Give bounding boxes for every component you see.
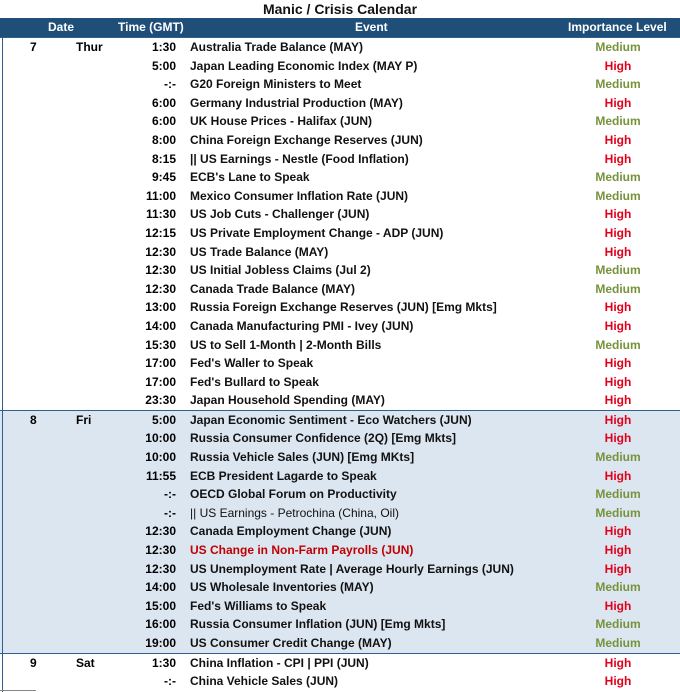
row-importance: High <box>604 468 632 483</box>
table-row <box>0 504 680 523</box>
row-event: G20 Foreign Ministers to Meet <box>190 77 362 92</box>
row-event: Canada Employment Change (JUN) <box>190 524 392 539</box>
row-importance: Medium <box>595 263 641 278</box>
row-day: Thur <box>76 40 103 54</box>
row-importance: Medium <box>595 337 641 352</box>
header-date: Date <box>48 20 75 34</box>
row-event: Fed's Williams to Speak <box>190 598 327 613</box>
row-event: Canada Trade Balance (MAY) <box>190 281 355 296</box>
row-event: Japan Economic Sentiment - Eco Watchers (JUN) <box>190 412 472 427</box>
row-event: US Private Employment Change - ADP (JUN) <box>190 225 444 240</box>
calendar-rows <box>0 37 680 691</box>
row-time: 10:00 <box>145 431 176 446</box>
row-event: Japan Leading Economic Index (MAY P) <box>190 58 418 73</box>
table-header <box>0 18 680 37</box>
row-importance: High <box>604 655 632 670</box>
row-event: Russia Foreign Exchange Reserves (JUN) [Emg Mkts] <box>190 300 497 315</box>
table-row <box>0 243 680 262</box>
row-importance: High <box>604 318 632 333</box>
row-time: 23:30 <box>145 393 176 408</box>
table-row <box>0 391 680 410</box>
row-importance: High <box>604 207 632 222</box>
table-row <box>0 411 680 430</box>
table-row <box>0 654 680 673</box>
row-event: OECD Global Forum on Productivity <box>190 487 397 502</box>
left-border <box>2 37 3 692</box>
table-row <box>0 597 680 616</box>
row-event: Canada Manufacturing PMI - Ivey (JUN) <box>190 318 414 333</box>
table-row <box>0 94 680 113</box>
table-row <box>0 261 680 280</box>
row-importance: Medium <box>595 114 641 129</box>
header-time: Time (GMT) <box>118 20 184 34</box>
row-event: ECB President Lagarde to Speak <box>190 468 377 483</box>
table-row <box>0 485 680 504</box>
row-importance: High <box>604 524 632 539</box>
row-importance: Medium <box>595 281 641 296</box>
row-time: 12:15 <box>145 225 176 240</box>
row-importance: Medium <box>595 617 641 632</box>
row-event: US Consumer Credit Change (MAY) <box>190 636 392 650</box>
row-importance: High <box>604 244 632 259</box>
table-row <box>0 280 680 299</box>
row-event: || US Earnings - Petrochina (China, Oil) <box>190 505 399 520</box>
table-row <box>0 224 680 243</box>
row-time: 5:00 <box>151 58 176 73</box>
row-event: Fed's Bullard to Speak <box>190 374 319 389</box>
row-importance: High <box>604 132 632 147</box>
day-block <box>0 37 680 410</box>
row-event: US to Sell 1-Month | 2-Month Bills <box>190 337 382 352</box>
day-block <box>0 653 680 691</box>
row-time: 19:00 <box>145 636 176 650</box>
row-event: UK House Prices - Halifax (JUN) <box>190 114 373 129</box>
row-importance: Medium <box>595 170 641 185</box>
row-time: 13:00 <box>145 300 176 315</box>
row-event: US Trade Balance (MAY) <box>190 244 329 259</box>
row-importance: Medium <box>595 636 641 650</box>
row-time: 15:30 <box>145 337 176 352</box>
table-row <box>0 467 680 486</box>
table-row <box>0 578 680 597</box>
row-importance: Medium <box>595 40 641 54</box>
row-time: -:- <box>164 487 176 502</box>
row-time: 1:30 <box>151 655 176 670</box>
table-row <box>0 448 680 467</box>
row-importance: Medium <box>595 188 641 203</box>
row-time: -:- <box>164 77 176 92</box>
table-row <box>0 57 680 76</box>
table-row <box>0 541 680 560</box>
row-importance: High <box>604 543 632 558</box>
table-row <box>0 615 680 634</box>
row-importance: Medium <box>595 77 641 92</box>
row-event: China Vehicle Sales (JUN) <box>190 674 339 689</box>
row-importance: High <box>604 95 632 110</box>
row-importance: High <box>604 58 632 73</box>
row-event: Australia Trade Balance (MAY) <box>190 40 363 54</box>
row-event: Russia Consumer Inflation (JUN) [Emg Mkts] <box>190 617 446 632</box>
row-time: 11:55 <box>145 468 176 483</box>
header-importance: Importance Level <box>568 20 667 34</box>
row-time: 15:00 <box>145 598 176 613</box>
row-event: Fed's Waller to Speak <box>190 356 314 371</box>
row-time: 11:00 <box>145 188 176 203</box>
row-time: 14:00 <box>145 318 176 333</box>
row-time: 6:00 <box>151 114 176 129</box>
table-row <box>0 560 680 579</box>
row-time: 16:00 <box>145 617 176 632</box>
row-day: Sat <box>76 655 95 670</box>
row-time: 14:00 <box>145 580 176 595</box>
row-importance: High <box>604 431 632 446</box>
row-time: 17:00 <box>145 356 176 371</box>
row-time: -:- <box>164 505 176 520</box>
table-row <box>0 75 680 94</box>
row-importance: High <box>604 393 632 408</box>
row-time: 5:00 <box>151 412 176 427</box>
row-importance: High <box>604 598 632 613</box>
row-time: 12:30 <box>145 244 176 259</box>
row-time: 12:30 <box>145 561 176 576</box>
table-row <box>0 168 680 187</box>
table-row <box>0 317 680 336</box>
row-importance: High <box>604 374 632 389</box>
table-row <box>0 336 680 355</box>
row-date: 7 <box>30 40 37 54</box>
row-time: 10:00 <box>145 450 176 465</box>
table-row <box>0 187 680 206</box>
row-time: 17:00 <box>145 374 176 389</box>
row-importance: High <box>604 561 632 576</box>
table-row <box>0 150 680 169</box>
table-row <box>0 634 680 653</box>
row-time: 8:00 <box>151 132 176 147</box>
row-importance: Medium <box>595 487 641 502</box>
table-row <box>0 522 680 541</box>
row-event: China Foreign Exchange Reserves (JUN) <box>190 132 423 147</box>
row-date: 8 <box>30 412 37 427</box>
table-row <box>0 429 680 448</box>
row-importance: Medium <box>595 450 641 465</box>
row-time: 8:15 <box>151 151 176 166</box>
row-importance: High <box>604 412 632 427</box>
row-event: US Job Cuts - Challenger (JUN) <box>190 207 370 222</box>
row-event: US Unemployment Rate | Average Hourly Earnings (JUN) <box>190 561 514 576</box>
table-row <box>0 205 680 224</box>
row-date: 9 <box>30 655 37 670</box>
row-time: 6:00 <box>151 95 176 110</box>
row-time: 12:30 <box>145 543 176 558</box>
row-time: -:- <box>164 674 176 689</box>
row-event: US Wholesale Inventories (MAY) <box>190 580 374 595</box>
table-row <box>0 112 680 131</box>
table-row <box>0 38 680 57</box>
row-event: || US Earnings - Nestle (Food Inflation) <box>190 151 409 166</box>
row-importance: High <box>604 674 632 689</box>
row-event: Germany Industrial Production (MAY) <box>190 95 403 110</box>
table-row <box>0 298 680 317</box>
row-time: 9:45 <box>151 170 176 185</box>
row-importance: Medium <box>595 505 641 520</box>
table-row <box>0 373 680 392</box>
row-event: Russia Vehicle Sales (JUN) [Emg MKts] <box>190 450 415 465</box>
row-event: US Change in Non-Farm Payrolls (JUN) <box>190 543 414 558</box>
row-day: Fri <box>76 412 92 427</box>
row-event: China Inflation - CPI | PPI (JUN) <box>190 655 369 670</box>
header-event: Event <box>355 20 388 34</box>
row-time: 1:30 <box>151 40 176 54</box>
row-event: US Initial Jobless Claims (Jul 2) <box>190 263 371 278</box>
row-importance: Medium <box>595 580 641 595</box>
table-row <box>0 354 680 373</box>
row-event: Japan Household Spending (MAY) <box>190 393 385 408</box>
row-time: 12:30 <box>145 524 176 539</box>
table-row <box>0 131 680 150</box>
day-block <box>0 410 680 653</box>
row-time: 12:30 <box>145 281 176 296</box>
row-event: Russia Consumer Confidence (2Q) [Emg Mkts] <box>190 431 457 446</box>
row-time: 12:30 <box>145 263 176 278</box>
row-time: 11:30 <box>145 207 176 222</box>
row-importance: High <box>604 151 632 166</box>
calendar-title: Manic / Crisis Calendar <box>262 1 418 17</box>
row-event: Mexico Consumer Inflation Rate (JUN) <box>190 188 409 203</box>
row-importance: High <box>604 225 632 240</box>
row-importance: High <box>604 300 632 315</box>
row-importance: High <box>604 356 632 371</box>
table-row <box>0 672 680 691</box>
bottom-border <box>0 690 36 691</box>
row-event: ECB's Lane to Speak <box>190 170 310 185</box>
